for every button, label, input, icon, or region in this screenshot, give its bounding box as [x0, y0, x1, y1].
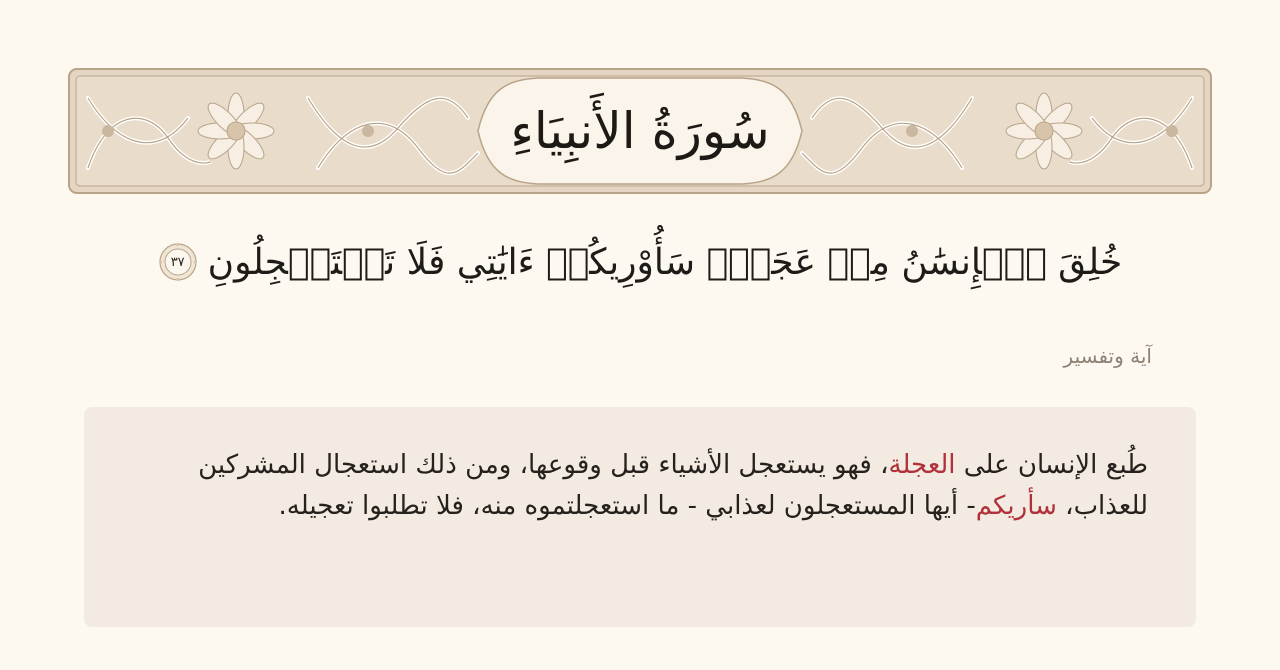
tafsir-highlight-1[interactable]: العجلة	[888, 450, 956, 480]
verse-row	[120, 222, 1160, 302]
surah-title: سُورَةُ الأَنبِيَاءِ	[510, 102, 770, 160]
verse-text: خُلِقَ ٱلۡإِنسَٰنُ مِنۡ عَجَلٖۚ سَأُوْرِيكُمۡ ءَايَٰتِي فَلَا تَسۡتَعۡجِلُونِ	[207, 241, 1123, 283]
tafsir-card	[84, 407, 1196, 627]
tafsir-highlight-2[interactable]: سأريكم	[975, 491, 1057, 522]
tafsir-text-3: - أيها المستعجلون لعذابي - ما استعجلتموه منه، فلا تطلبوا تعجيله.	[278, 491, 976, 522]
surah-banner	[68, 68, 1212, 194]
tafsir-text-1: طُبع الإنسان على	[955, 450, 1148, 480]
tafsir-text-2: ، فهو يستعجل الأشياء قبل وقوعها، ومن ذلك استعجال المشركين للعذاب،	[198, 450, 1148, 522]
section-label: آية وتفسير	[1063, 344, 1152, 368]
ayah-marker	[158, 242, 198, 282]
ayah-number: ٣٧	[170, 254, 185, 270]
